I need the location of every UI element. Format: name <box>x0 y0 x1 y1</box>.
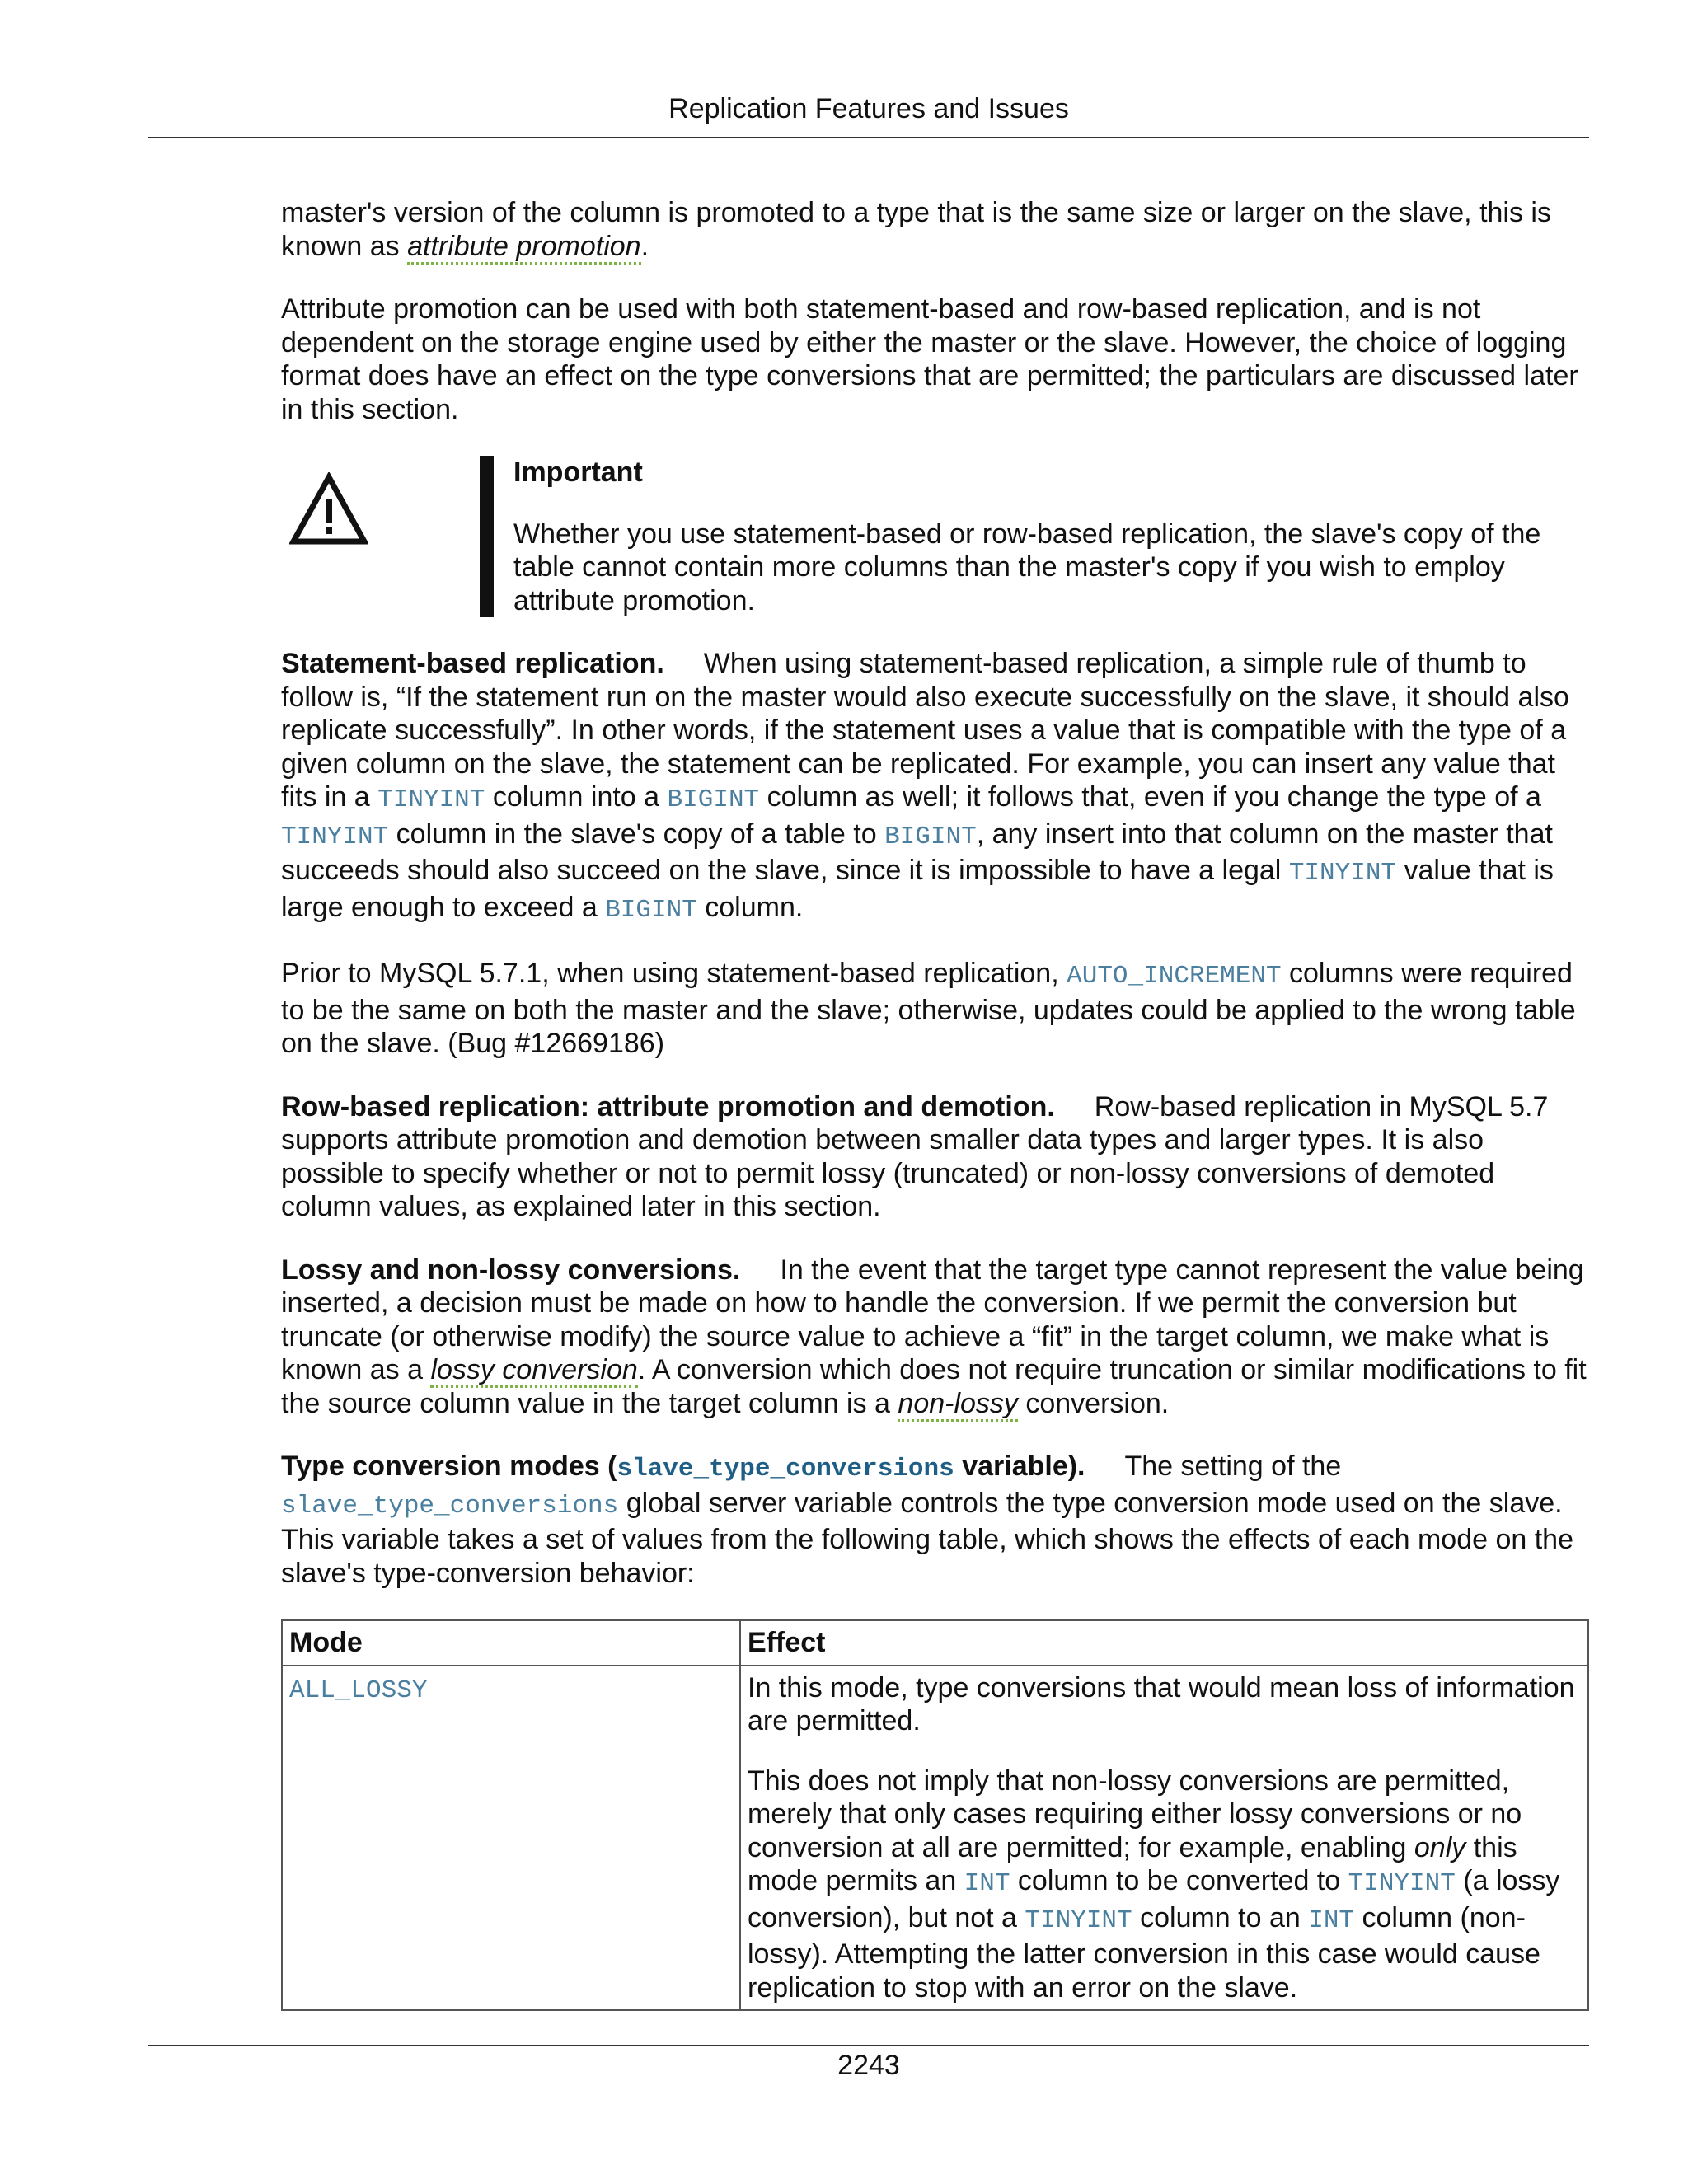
conversion-modes-table <box>281 1619 1589 2011</box>
table-row <box>282 1666 1588 2011</box>
header-rule <box>148 137 1589 138</box>
effect-paragraph-1: In this mode, type conversions that would mean loss of information are permitted. <box>748 1671 1575 1736</box>
link-bigint[interactable]: BIGINT <box>605 895 697 925</box>
link-int[interactable]: INT <box>1308 1905 1355 1935</box>
link-bigint[interactable]: BIGINT <box>667 785 760 814</box>
important-admonition <box>281 456 1589 617</box>
page-number: 2243 <box>837 2050 900 2081</box>
row-based-paragraph: Row-based replication: attribute promotion and demotion. Row-based replication in MySQL 5.7 supports attribute promotion and demotion between smaller data types and larger types. It is also possible to specify whether or not to permit lossy (truncated) or non-lossy conversions of demoted column values, as explained later in this section. <box>281 1090 1549 1222</box>
intro-paragraph-1: master's version of the column is promoted to a type that is the same size or larger on the slave, this is known as attribute promotion. <box>281 196 1589 263</box>
link-tinyint[interactable]: TINYINT <box>1348 1869 1456 1898</box>
admonition-text: Whether you use statement-based or row-based replication, the slave's copy of the table cannot contain more columns than the master's copy if you wish to employ attribute promotion. <box>513 518 1541 616</box>
link-all-lossy[interactable]: ALL_LOSSY <box>289 1675 428 1705</box>
glossary-link-attribute-promotion[interactable]: attribute promotion <box>407 231 641 265</box>
lossy-heading: Lossy and non-lossy conversions. <box>281 1254 741 1286</box>
link-tinyint[interactable]: TINYINT <box>281 822 389 851</box>
intro-paragraph-2: Attribute promotion can be used with both statement-based and row-based replication, and is not dependent on the storage engine used by either the master or the slave. However, the choice of logging format does have an effect on the type conversions that are permitted; the particulars are discussed later in this section. <box>281 293 1578 425</box>
admonition-bar <box>480 456 494 617</box>
modes-paragraph: Type conversion modes (slave_type_conversions variable). The setting of the slave_type_conversions global server variable controls the type conversion mode used on the slave. This variable takes a set of values from the following table, which shows the effects of each mode on the slave's type-conversion behavior: <box>281 1451 1574 1589</box>
link-slave-type-conversions[interactable]: slave_type_conversions <box>281 1491 619 1521</box>
link-slave-type-conversions[interactable]: slave_type_conversions <box>617 1455 954 1483</box>
column-header-mode: Mode <box>282 1620 740 1666</box>
statement-based-heading: Statement-based replication. <box>281 648 664 679</box>
link-tinyint[interactable]: TINYINT <box>1288 859 1397 888</box>
admonition-title: Important <box>513 457 643 488</box>
lossy-paragraph: Lossy and non-lossy conversions. In the event that the target type cannot represent the value being inserted, a decision must be made on how to handle the conversion. If we permit the conversion but truncate (or otherwise modify) the source value to achieve a “fit” in the target column, we make what is known as a lossy conversion. A conversion which does not require truncation or similar modifications to fit the source column value in the target column is a non-lossy conversion. <box>281 1254 1589 1421</box>
effect-paragraph-2: This does not imply that non-lossy conversions are permitted, merely that only cases requiring either lossy conversions or no conversion at all are permitted; for example, enabling only this mode permits an INT column to be converted to TINYINT (a lossy conversion), but not a TINYINT column to an INT column (non-lossy). Attempting the latter conversion in this case would cause replication to stop with an error on the slave. <box>748 1765 1560 2004</box>
page-content <box>281 196 1589 2011</box>
link-tinyint[interactable]: TINYINT <box>377 785 485 814</box>
link-bigint[interactable]: BIGINT <box>884 822 977 851</box>
admonition-body <box>513 456 1556 617</box>
running-header: Replication Features and Issues <box>668 93 1069 124</box>
glossary-link-non-lossy[interactable]: non-lossy <box>898 1388 1018 1422</box>
link-tinyint[interactable]: TINYINT <box>1025 1905 1132 1935</box>
auto-increment-paragraph: Prior to MySQL 5.7.1, when using statement-based replication, AUTO_INCREMENT columns were required to be the same on both the master and the slave; otherwise, updates could be applied to the wrong table on the slave. (Bug #12669186) <box>281 958 1576 1059</box>
link-int[interactable]: INT <box>964 1869 1010 1898</box>
mode-cell <box>282 1666 740 2011</box>
column-header-effect: Effect <box>740 1620 1588 1666</box>
statement-based-paragraph: Statement-based replication. When using statement-based replication, a simple rule of thumb to follow is, “If the statement run on the master would also execute successfully on the slave, it should also replicate successfully”. In other words, if the statement uses a value that is compatible with the type of a given column on the slave, the statement can be replicated. For example, you can insert any value that fits in a TINYINT column into a BIGINT column as well; it follows that, even if you change the type of a TINYINT column in the slave's copy of a table to BIGINT, any insert into that column on the master that succeeds should also succeed on the slave, since it is impossible to have a legal TINYINT value that is large enough to exceed a BIGINT column. <box>281 648 1569 925</box>
link-auto-increment[interactable]: AUTO_INCREMENT <box>1067 962 1282 991</box>
modes-heading: Type conversion modes (slave_type_conversions variable). <box>281 1451 1085 1483</box>
footer-rule <box>148 2045 1589 2046</box>
warning-triangle-icon <box>289 472 368 546</box>
row-based-heading: Row-based replication: attribute promotion and demotion. <box>281 1090 1055 1122</box>
table-header-row <box>282 1620 1588 1666</box>
effect-cell <box>740 1666 1588 2011</box>
glossary-link-lossy-conversion[interactable]: lossy conversion <box>430 1354 637 1388</box>
